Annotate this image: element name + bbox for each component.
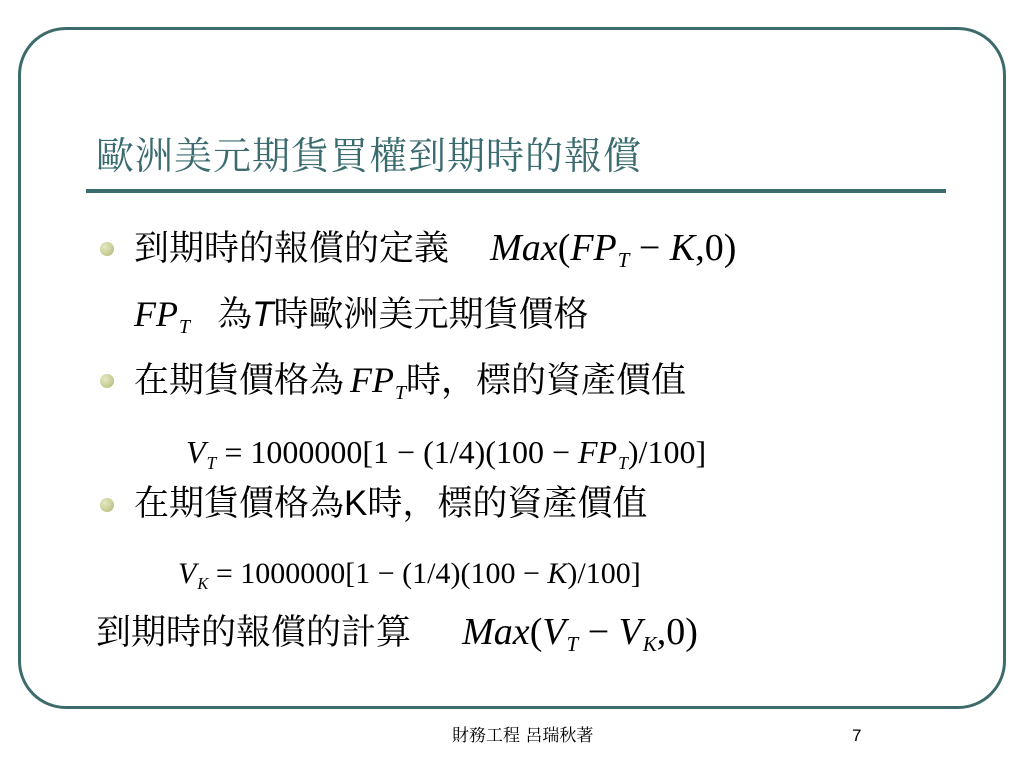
bullet-1 <box>134 226 736 275</box>
footer-course: 財務工程 呂瑞秋著 <box>452 726 594 746</box>
bullet-2: 在期貨價格為 FPT時，標的資產價值 <box>134 360 687 404</box>
max-formula-2: Max(VT − VK,0) <box>462 611 698 657</box>
bullet-3: 在期貨價格為K時，標的資產價值 <box>134 484 648 524</box>
equation-vt: VT = 1000000[1 − (1/4)(100 − FPT)/100] <box>186 434 707 474</box>
equation-vk: VK = 1000000[1 − (1/4)(100 − K)/100] <box>178 557 641 593</box>
title-underline <box>86 189 946 193</box>
slide-title: 歐洲美元期貨買權到期時的報償 <box>96 134 643 178</box>
fpt-definition: FPT 為T時歐洲美元期貨價格 <box>134 294 589 338</box>
max-formula-1: Max(FPT − K,0) <box>490 227 737 273</box>
fpt-symbol: FPT <box>134 294 190 338</box>
bullet-dot <box>100 498 114 512</box>
bullet-1-text: 到期時的報償的定義 <box>134 229 450 269</box>
bullet-dot <box>100 374 114 388</box>
page-number: 7 <box>852 726 862 745</box>
fpt-symbol: FPT <box>350 360 407 404</box>
payoff-calculation: 到期時的報償的計算 Max(VT − VK,0) <box>96 611 698 657</box>
bullet-dot <box>100 242 114 256</box>
